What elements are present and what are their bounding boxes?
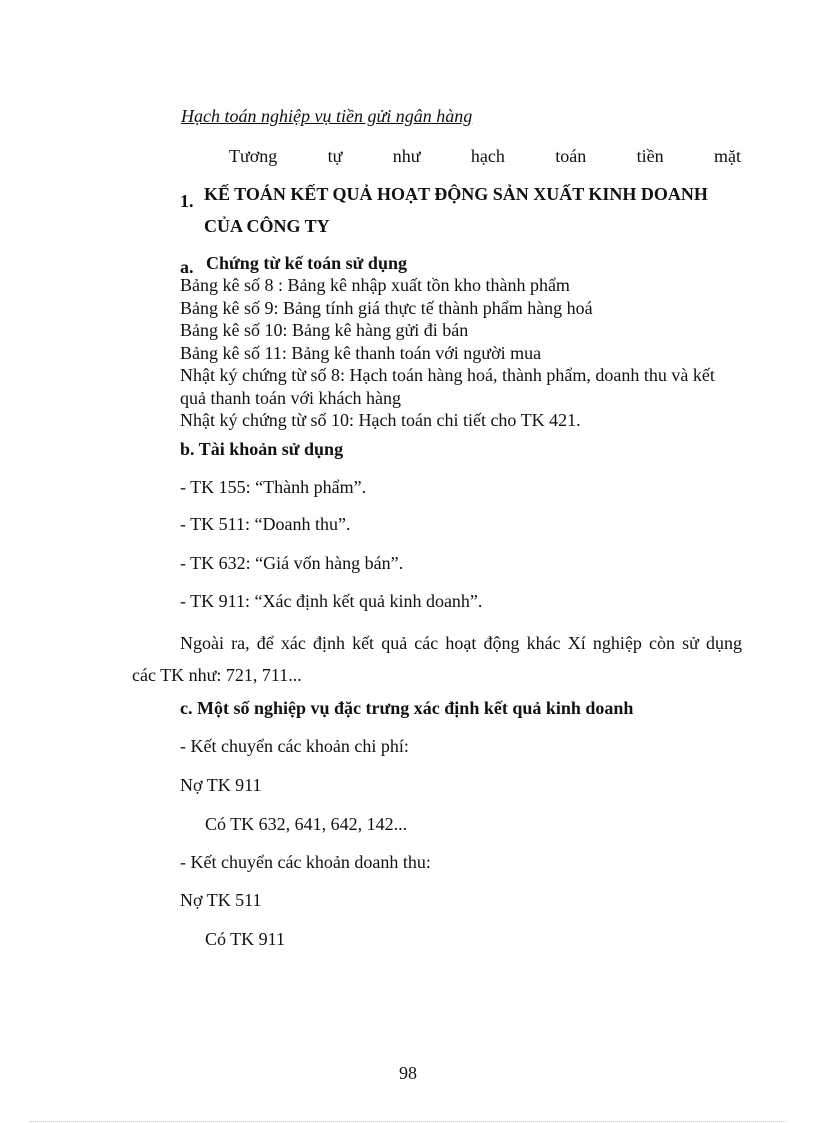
account-item: - TK 511: “Doanh thu”. — [180, 514, 351, 534]
account-item: - TK 911: “Xác định kết quả kinh doanh”. — [180, 591, 483, 611]
subsection-a-number: a. — [180, 257, 194, 277]
section-title: KẾ TOÁN KẾT QUẢ HOẠT ĐỘNG SẢN XUẤT KINH DOANH — [204, 184, 708, 204]
list-item: Bảng kê số 10: Bảng kê hàng gửi đi bán — [180, 320, 469, 340]
documents-list — [180, 274, 742, 432]
paragraph-line: Ngoài ra, để xác định kết quả các hoạt động khác Xí nghiệp còn sử dụng — [180, 633, 742, 653]
subsection-c-title: c. Một số nghiệp vụ đặc trưng xác định kết quả kinh doanh — [180, 698, 634, 718]
page-number: 98 — [399, 1063, 417, 1083]
list-item: quả thanh toán với khách hàng — [180, 387, 401, 408]
paragraph — [132, 627, 742, 691]
list-item: Bảng kê số 11: Bảng kê thanh toán với người mua — [180, 342, 542, 363]
entry-line: Có TK 632, 641, 642, 142... — [205, 814, 408, 834]
list-item: Bảng kê số 9: Bảng tính giá thực tế thành phẩm hàng hoá — [180, 297, 593, 318]
list-item: Nhật ký chứng từ số 8: Hạch toán hàng hoá, thành phẩm, doanh thu và kết — [180, 365, 715, 385]
word: hạch — [470, 146, 505, 166]
entry-line: - Kết chuyển các khoản doanh thu: — [180, 852, 431, 872]
entry-line: Nợ TK 511 — [180, 890, 262, 910]
footer-divider — [30, 1121, 786, 1122]
section-number: 1. — [180, 191, 194, 211]
paragraph-line: các TK như: 721, 711... — [132, 665, 302, 685]
subheading: Hạch toán nghiệp vụ tiền gửi ngân hàng — [181, 106, 473, 126]
word: mặt — [713, 146, 741, 166]
list-item: Nhật ký chứng từ số 10: Hạch toán chi tiết cho TK 421. — [180, 410, 581, 430]
similar-line — [229, 146, 741, 167]
account-item: - TK 632: “Giá vốn hàng bán”. — [180, 553, 404, 573]
section-title-line2: CỦA CÔNG TY — [204, 216, 330, 236]
word: như — [392, 146, 421, 166]
entry-line: - Kết chuyển các khoản chi phí: — [180, 736, 409, 756]
entry-line: Nợ TK 911 — [180, 775, 262, 795]
word: tự — [327, 146, 343, 166]
word: tiền — [636, 146, 664, 166]
account-item: - TK 155: “Thành phẩm”. — [180, 477, 367, 497]
word: toán — [555, 146, 587, 166]
subsection-a-title: Chứng từ kế toán sử dụng — [206, 253, 407, 273]
word: Tương — [229, 146, 278, 166]
subsection-b-title: b. Tài khoản sử dụng — [180, 439, 344, 459]
list-item: Bảng kê số 8 : Bảng kê nhập xuất tồn kho thành phẩm — [180, 275, 570, 295]
entry-line: Có TK 911 — [205, 929, 286, 949]
